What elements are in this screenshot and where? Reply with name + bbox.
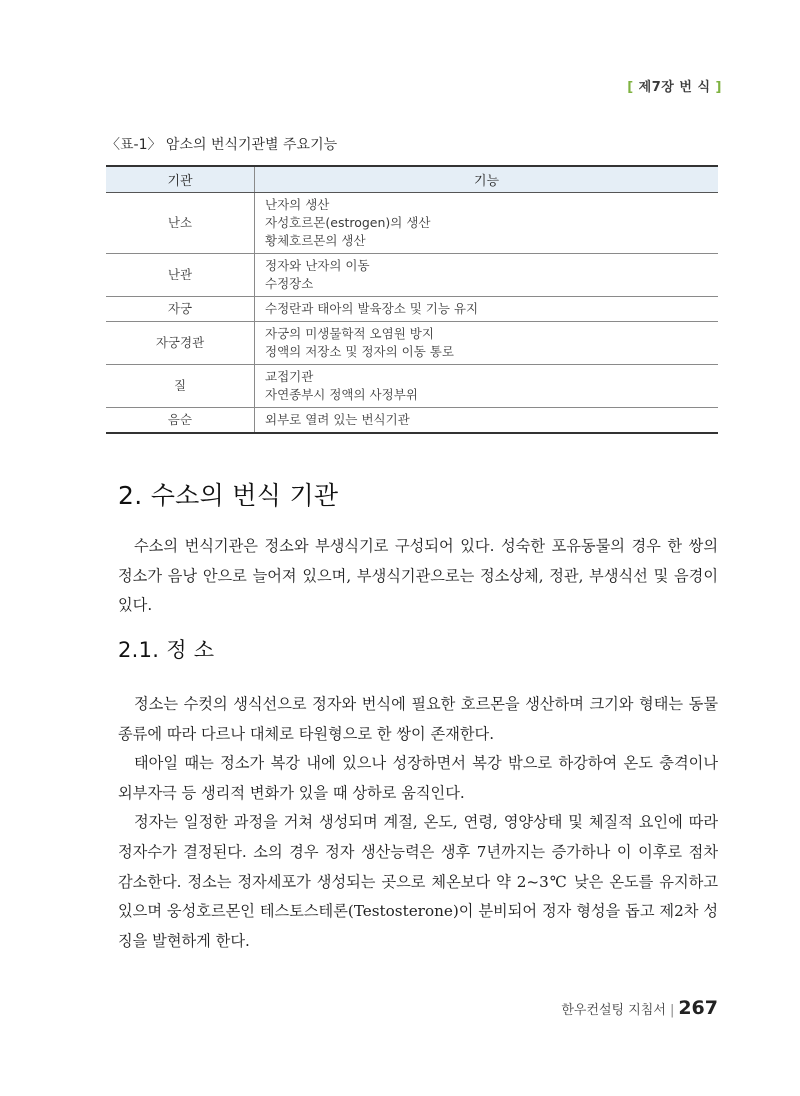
table-row: [106, 365, 718, 408]
organ-cell: 자궁: [106, 297, 255, 322]
body-paragraph: 태아일 때는 정소가 복강 내에 있으나 성장하면서 복강 밖으로 하강하여 온도 충격이나 외부자극 등 생리적 변화가 있을 때 상하로 움직인다.: [118, 754, 718, 802]
body-paragraph: 정자는 일정한 과정을 거쳐 생성되며 계절, 온도, 연령, 영양상태 및 체질적 요인에 따라 정자수가 결정된다. 소의 경우 정자 생산능력은 생후 7년까지는 증가하나 이 이후로 점차 감소한다. 정소는 정자세포가 생성되는 곳으로 체온보다 약 2~3℃ 낮은 온도를 유지하고 있으며 웅성호르몬인 테스토스테론(Testosterone)이 분비되어 정자 형성을 돕고 제2차 성징을 발현하게 한다.: [118, 813, 718, 950]
book-title: 한우컨설팅 지침서: [561, 1003, 666, 1018]
body-paragraph: 정소는 수컷의 생식선으로 정자와 번식에 필요한 호르몬을 생산하며 크기와 형태는 동물 종류에 따라 다르나 대체로 타원형으로 한 쌍이 존재한다.: [118, 695, 718, 743]
organ-cell: 질: [106, 365, 255, 408]
function-line: 황체호르몬의 생산: [265, 233, 366, 248]
chapter-bracket-close: ]: [715, 80, 722, 95]
function-cell: [255, 297, 719, 322]
organ-cell: 음순: [106, 408, 255, 434]
function-cell: [255, 365, 719, 408]
organ-cell: 자궁경관: [106, 322, 255, 365]
function-cell: [255, 408, 719, 434]
table-caption: 〈표-1〉 암소의 번식기관별 주요기능: [106, 137, 338, 153]
subsection-body: [118, 690, 718, 956]
chapter-label: 제7장 번 식: [638, 80, 711, 95]
table-row: [106, 322, 718, 365]
table-row: [106, 297, 718, 322]
section-intro-paragraph: 수소의 번식기관은 정소와 부생식기로 구성되어 있다. 성숙한 포유동물의 경우 한 쌍의 정소가 음낭 안으로 늘어져 있으며, 부생식기관으로는 정소상체, 정관, 부생식선 및 음경이 있다.: [118, 537, 719, 615]
function-line: 난자의 생산: [265, 197, 330, 212]
function-line: 교접기관: [265, 369, 314, 384]
page-footer: [561, 997, 718, 1019]
subsection-title: 2.1. 정 소: [118, 638, 215, 662]
organ-function-table: [106, 165, 718, 434]
function-cell: [255, 322, 719, 365]
function-line: 자성호르몬(estrogen)의 생산: [265, 215, 431, 230]
column-header-function: 기능: [255, 166, 719, 193]
organ-cell: 난소: [106, 193, 255, 254]
table-row: [106, 193, 718, 254]
function-cell: [255, 254, 719, 297]
section-title: 2. 수소의 번식 기관: [118, 481, 339, 510]
function-line: 수정란과 태아의 발육장소 및 기능 유지: [265, 301, 479, 316]
function-line: 정액의 저장소 및 정자의 이동 통로: [265, 344, 454, 359]
function-line: 자궁의 미생물학적 오염원 방지: [265, 326, 434, 341]
table-row: [106, 254, 718, 297]
table-header-row: [106, 166, 718, 193]
column-header-organ: 기관: [106, 166, 255, 193]
function-line: 외부로 열려 있는 번식기관: [265, 412, 410, 427]
function-line: 정자와 난자의 이동: [265, 258, 370, 273]
footer-separator: |: [669, 1003, 675, 1018]
table-row: [106, 408, 718, 434]
function-line: 수정장소: [265, 276, 314, 291]
page-number: 267: [678, 997, 718, 1019]
organ-cell: 난관: [106, 254, 255, 297]
function-line: 자연종부시 정액의 사정부위: [265, 387, 418, 402]
function-cell: [255, 193, 719, 254]
chapter-tag: [627, 76, 722, 95]
chapter-bracket-open: [: [627, 80, 634, 95]
